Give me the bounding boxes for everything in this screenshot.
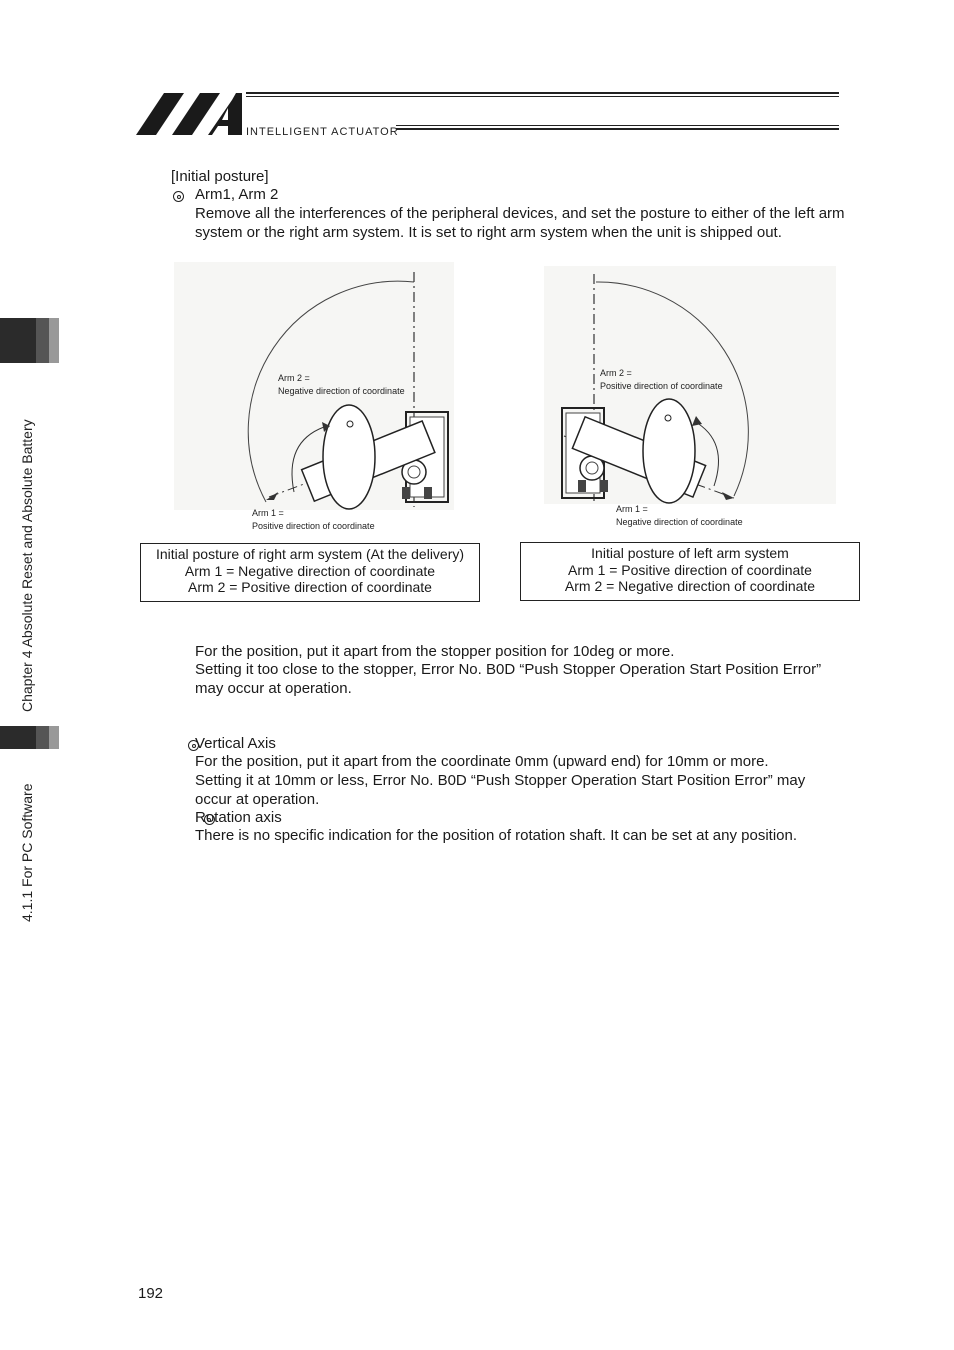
rotation-axis-line-1: There is no specific indication for the position of rotation shaft. It can be set at any position.	[195, 827, 798, 844]
logo-mark-icon	[136, 90, 246, 136]
page-number: 192	[138, 1285, 164, 1302]
caption-left-line-1: Initial posture of left arm system	[591, 545, 789, 561]
caption-left-line-3: Arm 2 = Negative direction of coordinate	[564, 578, 816, 594]
vertical-axis-line-1: For the position, put it apart from the coordinate 0mm (upward end) for 10mm or more.	[195, 753, 769, 770]
chapter-label: Chapter 4 Absolute Reset and Absolute Battery	[19, 419, 35, 712]
side-tab-section	[0, 726, 59, 749]
initial-posture-heading: [Initial posture]	[171, 168, 269, 185]
right-arm2-label-1: Arm 2 =	[278, 373, 310, 383]
caption-left-line-2: Arm 1 = Positive direction of coordinate	[568, 561, 812, 578]
caption-right-line-3: Arm 2 = Positive direction of coordinate	[188, 579, 432, 595]
caption-right-arm	[140, 543, 480, 602]
header-rule-top	[246, 92, 839, 94]
caption-right-line-1: Initial posture of right arm system (At the delivery)	[155, 546, 465, 562]
left-arm2-label-1: Arm 2 =	[600, 368, 632, 378]
side-tab-chapter	[0, 318, 59, 363]
stopper-paragraph: Setting it too close to the stopper, Error No. B0D “Push Stopper Operation Start Position Error” may occur at operation.	[195, 661, 822, 697]
brand-logo	[136, 90, 246, 136]
bullet-icon	[173, 191, 184, 202]
vertical-axis-paragraph: Setting it at 10mm or less, Error No. B0D “Push Stopper Operation Start Position Error” may occur at operation.	[195, 772, 806, 808]
brand-name: INTELLIGENT ACTUATOR	[246, 126, 399, 138]
arm-paragraph: Remove all the interferences of the peripheral devices, and set the posture to either of the left arm system or the right arm system. It is set to right arm system when the unit is shipped out.	[195, 205, 845, 241]
section-label: 4.1.1 For PC Software	[19, 783, 35, 922]
right-arm2-label-2: Negative direction of coordinate	[278, 386, 405, 396]
rotation-axis-title: Rotation axis	[195, 809, 282, 826]
left-arm1-label-2: Negative direction of coordinate	[616, 517, 743, 527]
header-rule-bottom	[396, 125, 839, 126]
header-rule-top-thin	[246, 96, 839, 97]
caption-left-arm	[520, 542, 860, 601]
vertical-axis-title: Vertical Axis	[195, 735, 276, 752]
caption-right-line-2: Arm 1 = Negative direction of coordinate	[184, 562, 436, 579]
left-arm2-label-2: Positive direction of coordinate	[600, 381, 723, 391]
right-arm1-label-2: Positive direction of coordinate	[252, 521, 375, 531]
stopper-line-1: For the position, put it apart from the stopper position for 10deg or more.	[195, 643, 675, 660]
header-rule-bottom-thick	[396, 128, 839, 130]
right-arm1-label-1: Arm 1 =	[252, 508, 284, 518]
left-arm1-label-1: Arm 1 =	[616, 504, 648, 514]
arm-title: Arm1, Arm 2	[195, 186, 279, 203]
